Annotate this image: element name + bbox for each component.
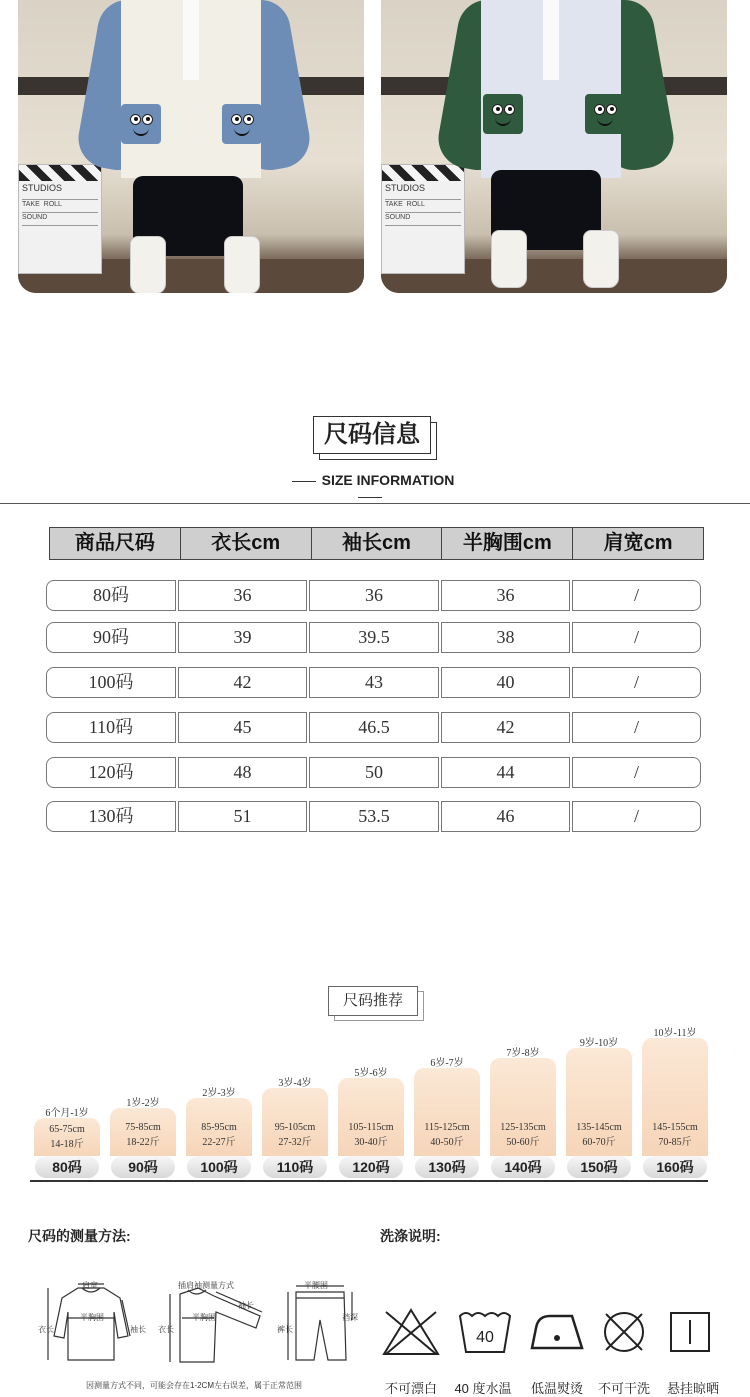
care-label-hang-dry: 悬挂晾晒 <box>666 1381 719 1396</box>
recommend-height: 125-135cm <box>500 1122 546 1133</box>
recommend-baseline <box>30 1180 708 1182</box>
label-chest: 半胸围 <box>80 1313 104 1322</box>
wash-temp: 40 <box>476 1329 494 1346</box>
recommend-weight: 30-40斤 <box>354 1137 388 1148</box>
size-info-subtitle: SIZE INFORMATION <box>274 472 466 504</box>
recommend-age: 7岁-8岁 <box>506 1048 540 1059</box>
cell-sleeve: 39.5 <box>309 622 439 653</box>
clapboard-studios: STUDIOS <box>22 183 63 193</box>
recommend-age: 10岁-11岁 <box>653 1028 697 1039</box>
recommend-size-pill: 150码 <box>567 1156 631 1178</box>
recommend-size-pill: 110码 <box>263 1156 327 1178</box>
cell-shoulder: / <box>572 757 701 788</box>
table-row <box>46 667 701 698</box>
header-shoulder: 肩宽cm <box>603 532 673 554</box>
clapboard-take: TAKE <box>22 201 40 208</box>
table-row <box>46 801 701 832</box>
header-length: 衣长cm <box>181 528 312 559</box>
cell-size: 80码 <box>46 580 176 611</box>
recommend-age: 6个月-1岁 <box>45 1108 89 1119</box>
no-dry-clean-icon <box>600 1308 648 1356</box>
table-row <box>46 757 701 788</box>
recommend-bar <box>338 1078 404 1156</box>
cell-length: 39 <box>178 622 307 653</box>
header-chest: 半胸围cm <box>442 528 573 559</box>
low-iron-icon <box>526 1308 588 1354</box>
recommend-height: 75-85cm <box>125 1122 161 1133</box>
label-waist: 半腰围 <box>304 1281 328 1290</box>
recommend-bar <box>566 1048 632 1156</box>
recommend-age: 5岁-6岁 <box>354 1068 388 1079</box>
size-table-header <box>49 527 704 560</box>
recommend-weight: 70-85斤 <box>658 1137 692 1148</box>
cell-sleeve: 50 <box>309 757 439 788</box>
cell-chest: 40 <box>441 667 570 698</box>
recommend-age: 9岁-10岁 <box>579 1038 619 1049</box>
cell-length: 45 <box>178 712 307 743</box>
clapboard-left <box>18 164 102 274</box>
cell-shoulder: / <box>572 622 701 653</box>
header-size: 商品尺码 <box>50 528 181 559</box>
divider <box>0 503 750 504</box>
recommend-age: 6岁-7岁 <box>430 1058 464 1069</box>
recommend-weight: 50-60斤 <box>506 1137 540 1148</box>
recommend-weight: 18-22斤 <box>126 1137 160 1148</box>
recommend-size-pill: 120码 <box>339 1156 403 1178</box>
clapboard-take: TAKE <box>385 201 403 208</box>
recommend-bar <box>262 1088 328 1156</box>
clapboard-roll: ROLL <box>43 201 62 208</box>
label-length: 衣长 <box>38 1325 54 1334</box>
label-sleeve2: 袖长 <box>238 1301 254 1310</box>
clapboard-roll: ROLL <box>406 201 425 208</box>
cell-shoulder: / <box>572 712 701 743</box>
care-label-low-iron: 低温熨烫 <box>530 1381 583 1396</box>
cell-chest: 46 <box>441 801 570 832</box>
recommend-bar <box>110 1108 176 1156</box>
cell-sleeve: 53.5 <box>309 801 439 832</box>
recommend-age: 1岁-2岁 <box>126 1098 160 1109</box>
cell-length: 51 <box>178 801 307 832</box>
label-rise: 裆深 <box>342 1313 358 1322</box>
cell-size: 130码 <box>46 801 176 832</box>
label-length2: 衣长 <box>158 1325 174 1334</box>
recommend-size-pill: 160码 <box>643 1156 707 1178</box>
product-photo-right <box>381 0 727 293</box>
recommend-size-pill: 130码 <box>415 1156 479 1178</box>
recommend-bar <box>490 1058 556 1156</box>
recommend-height: 135-145cm <box>576 1122 622 1133</box>
recommend-bar <box>34 1118 100 1156</box>
recommend-weight: 40-50斤 <box>430 1137 464 1148</box>
cell-shoulder: / <box>572 667 701 698</box>
recommend-height: 145-155cm <box>652 1122 698 1133</box>
cell-chest: 38 <box>441 622 570 653</box>
header-sleeve: 袖长cm <box>312 528 443 559</box>
clapboard-right <box>381 164 465 274</box>
hang-dry-icon <box>668 1310 714 1354</box>
label-shoulder: 肩宽 <box>82 1281 98 1290</box>
cell-length: 48 <box>178 757 307 788</box>
cell-chest: 42 <box>441 712 570 743</box>
cell-shoulder: / <box>572 801 701 832</box>
wash-40-icon <box>456 1308 514 1356</box>
recommend-weight: 27-32斤 <box>278 1137 312 1148</box>
recommend-weight: 14-18斤 <box>50 1139 84 1150</box>
cell-size: 100码 <box>46 667 176 698</box>
cell-shoulder: / <box>572 580 701 611</box>
size-info-title: 尺码信息 <box>313 416 431 454</box>
recommend-height: 85-95cm <box>201 1122 237 1133</box>
recommend-size-pill: 100码 <box>187 1156 251 1178</box>
recommend-height: 115-125cm <box>424 1122 470 1133</box>
label-raglan: 插肩袖测量方式 <box>178 1281 234 1290</box>
clapboard-studios: STUDIOS <box>385 183 426 193</box>
recommend-bar <box>414 1068 480 1156</box>
recommend-size-pill: 80码 <box>35 1156 99 1178</box>
recommend-height: 105-115cm <box>348 1122 394 1133</box>
label-pants-length: 裤长 <box>277 1325 293 1334</box>
clapboard-sound: SOUND <box>22 214 48 221</box>
product-photo-left <box>18 0 364 293</box>
recommend-age: 2岁-3岁 <box>202 1088 236 1099</box>
no-bleach-icon <box>380 1306 442 1358</box>
recommend-bar <box>186 1098 252 1156</box>
recommend-age: 3岁-4岁 <box>278 1078 312 1089</box>
recommend-size-pill: 140码 <box>491 1156 555 1178</box>
care-label-no-bleach: 不可漂白 <box>384 1381 437 1396</box>
care-label-no-dry-clean: 不可干洗 <box>597 1381 650 1396</box>
table-row <box>46 712 701 743</box>
recommend-bar <box>642 1038 708 1156</box>
cell-sleeve: 36 <box>309 580 439 611</box>
cell-size: 110码 <box>46 712 176 743</box>
table-row <box>46 580 701 611</box>
measure-note: 因测量方式不同，可能会存在1-2CM左右误差，属于正常范围 <box>86 1381 303 1390</box>
cell-chest: 36 <box>441 580 570 611</box>
recommend-height: 95-105cm <box>274 1122 316 1133</box>
table-row <box>46 622 701 653</box>
measure-title: 尺码的测量方法: <box>28 1228 131 1244</box>
recommend-size-pill: 90码 <box>111 1156 175 1178</box>
label-sleeve: 袖长 <box>130 1325 146 1334</box>
cell-size: 120码 <box>46 757 176 788</box>
clapboard-sound: SOUND <box>385 214 411 221</box>
cell-chest: 44 <box>441 757 570 788</box>
cell-length: 42 <box>178 667 307 698</box>
label-chest2: 半胸围 <box>192 1313 216 1322</box>
cell-sleeve: 46.5 <box>309 712 439 743</box>
care-label-wash-40: 40 度水温 <box>454 1381 512 1396</box>
cell-sleeve: 43 <box>309 667 439 698</box>
recommend-weight: 60-70斤 <box>582 1137 616 1148</box>
size-recommend-title: 尺码推荐 <box>328 986 418 1016</box>
recommend-height: 65-75cm <box>49 1124 85 1135</box>
cell-length: 36 <box>178 580 307 611</box>
care-title: 洗涤说明: <box>380 1228 441 1244</box>
cell-size: 90码 <box>46 622 176 653</box>
recommend-weight: 22-27斤 <box>202 1137 236 1148</box>
